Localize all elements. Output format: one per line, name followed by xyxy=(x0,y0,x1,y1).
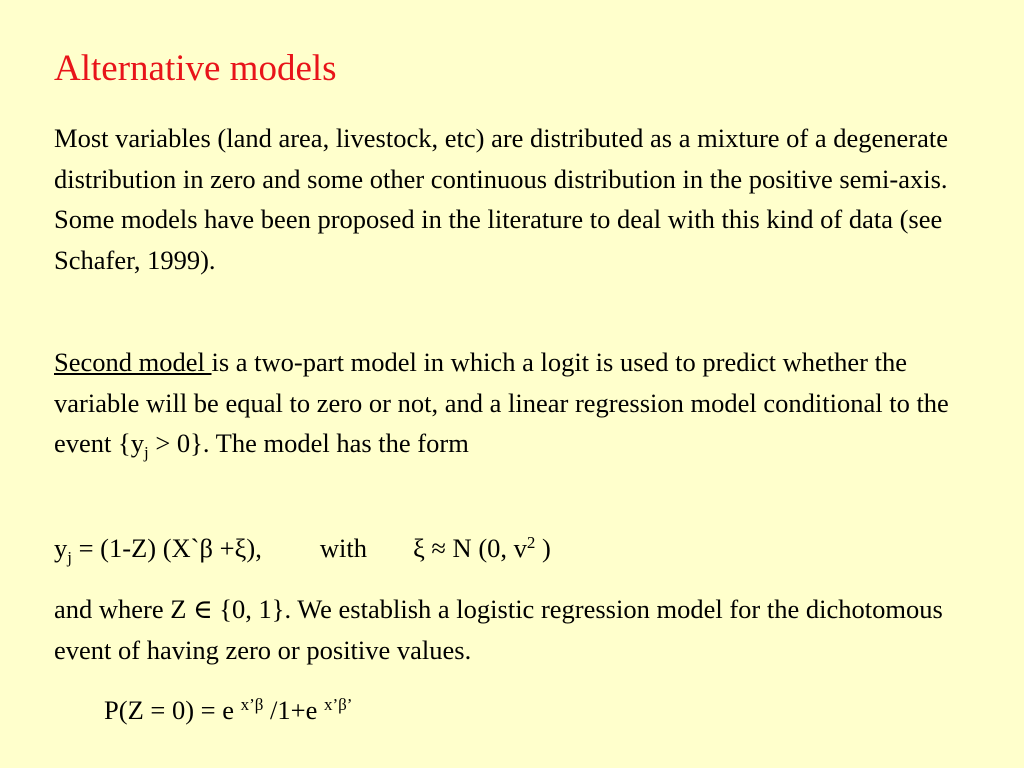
paragraph-second-model-end: > 0}. The model has the form xyxy=(148,428,469,458)
paragraph-second-model-text: is a two-part model in which a logit is used to predict whether the variable will be equal to zero or not, and a linear regression model conditional to the event {y xyxy=(54,347,949,458)
subscript-j: j xyxy=(143,442,149,462)
equation-rhs: = (1-Z) (X`β +ξ), xyxy=(71,533,262,563)
equation-model xyxy=(54,528,984,569)
equation-close: ) xyxy=(535,533,551,563)
logistic-mid: /1+e xyxy=(263,695,324,725)
paragraph-intro: Most variables (land area, livestock, etc) are distributed as a mixture of a degenerate distribution in zero and some other continuous distribution in the positive semi-axis. Some models have been proposed in the literature to deal with this kind of data (see Schafer, 1999). xyxy=(54,123,948,275)
equation-y: y xyxy=(54,533,68,563)
paragraph-second-model xyxy=(54,342,984,464)
logistic-exponent-2: x’β’ xyxy=(324,694,353,714)
paragraph-logistic: and where Z ∈ {0, 1}. We establish a logistic regression model for the dichotomous event of having zero or positive values. xyxy=(54,594,943,665)
equation-superscript-2: 2 xyxy=(526,532,536,552)
equation-subscript-j: j xyxy=(67,547,72,567)
equation-logistic xyxy=(104,690,1024,731)
equation-distribution: ξ ≈ N (0, v xyxy=(412,533,527,563)
second-model-term: Second model xyxy=(54,347,212,377)
equation-with: with xyxy=(319,533,367,563)
logistic-lhs: P(Z = 0) = e xyxy=(104,695,241,725)
slide-title: Alternative models xyxy=(54,48,337,89)
logistic-exponent-1: x’β xyxy=(240,694,264,714)
